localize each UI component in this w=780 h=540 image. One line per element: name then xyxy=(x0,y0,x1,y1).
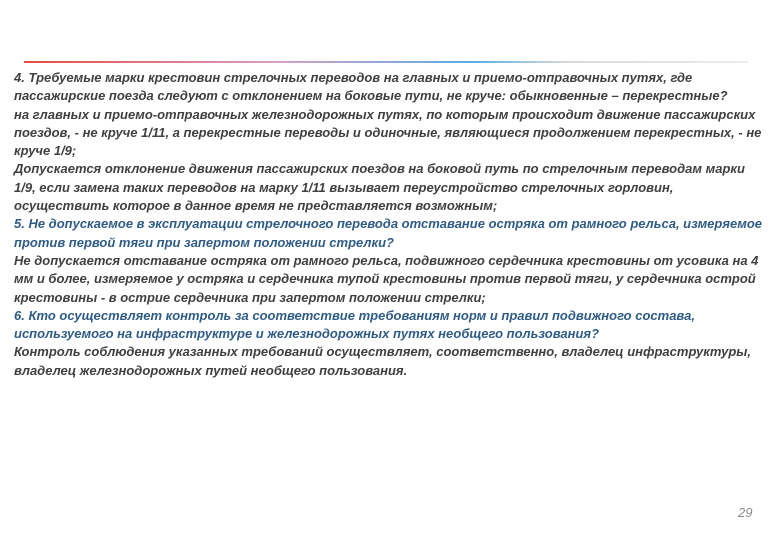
answer-4-part-2: Допускается отклонение движения пассажирских поездов на боковой путь по стрелочным переводам марки 1/9, если замена таких переводов на марку 1/11 вызывает переустройство стрелочных горловин, осуществить которое в данное время не представляется возможным; xyxy=(14,161,745,214)
answer-5: Не допускается отставание остряка от рамного рельса, подвижного сердечника крестовины от усовика на 4 мм и более, измеряемое у остряка и сердечника тупой крестовины против первой тяги, у сердечника острой крестовины - в острие сердечника при запертом положении стрелки; xyxy=(14,252,759,305)
answer-6: Контроль соблюдения указанных требований осуществляет, соответственно, владелец инфраструктуры, владелец железнодорожных путей необщего пользования. xyxy=(14,344,751,378)
header-divider-line xyxy=(24,61,748,63)
question-4: 4. Требуемые марки крестовин стрелочных переводов на главных и приемо-отправочных путях, где пассажирские поезда следуют с отклонением на боковые пути, не круче: обыкновенные – перекрестные? xyxy=(14,70,728,104)
question-6: 6. Кто осуществляет контроль за соответствие требованиям норм и правил подвижного состава, используемого на инфраструктуре и железнодорожных путях необщего пользования? xyxy=(14,307,695,342)
page-number: 29 xyxy=(738,505,753,520)
slide-text-block xyxy=(14,69,764,380)
question-5: 5. Не допускаемое в эксплуатации стрелочного перевода отставание остряка от рамного рельса, измеряемое против первой тяги при запертом положении стрелки? xyxy=(14,216,763,250)
answer-4-part-1: на главных и приемо-отправочных железнодорожных путях, по которым происходит движение пассажирских поездов, - не круче 1/11, а перекрестные переводы и одиночные, являющиеся продолжением перекрестных, - не круче 1/9; xyxy=(14,106,762,159)
